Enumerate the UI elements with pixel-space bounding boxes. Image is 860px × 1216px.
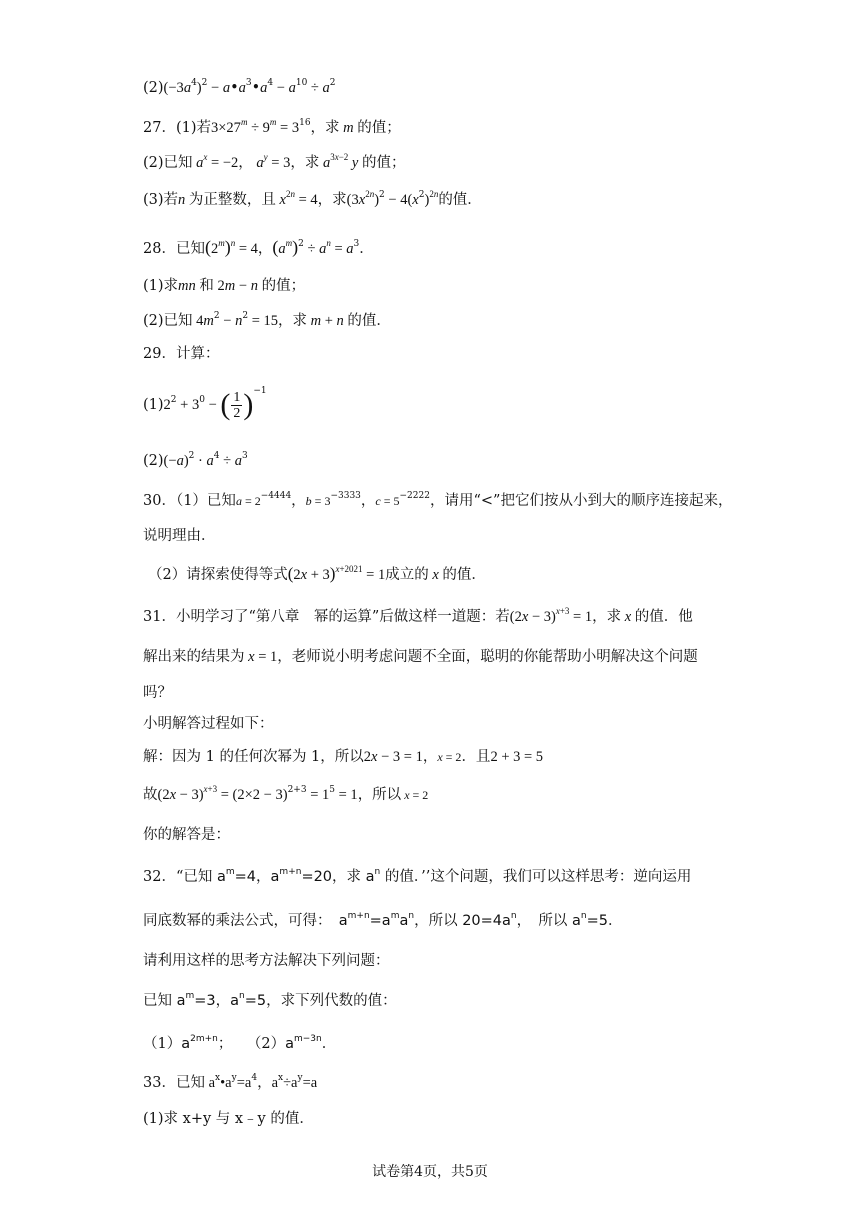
q30-part1-line2: 说明理由．	[143, 528, 216, 544]
q30-part2: （2）请探索使得等式$(2x + 3)^{x+2021} = 1$成立的 x 的值．	[148, 564, 486, 583]
q27-part2: (2)已知 $a^x = -2$， $a^y = 3$，求 $a^{3x-2}$ y 的值；	[143, 152, 406, 171]
q26-part2: $(2)(-3a^4)^2$ − $a•a^3•a^4 - a^{10} \div a^2$	[143, 78, 336, 96]
q29-part1: $(1)2^2 + 3^0$ − ( $\frac{1}{2}$ )$^{-1}$	[143, 386, 267, 421]
q28-part2: (2)已知 $4m^2 - n^2 = 15$，求 m + n 的值．	[143, 311, 391, 329]
q27-part1: 27．(1)若$3\times 27^m \div 9^m = 3^{16}$，求 m 的值；	[143, 117, 401, 136]
q28-part1: (1)求mn 和 2m − n 的值；	[143, 278, 306, 294]
q30-part1: 30．（1）已知$a = 2^{-4444}$，$b = 3^{-3333}$，$c = 5^{-2222}$，请用“<”把它们按从小到大的顺序连接起来，	[143, 491, 733, 509]
q32-line5: $(1)a^{2m+n}$； $(2)a^{m-3n}$．	[143, 1034, 337, 1052]
q29-part2: $(2)(-a)^2 \cdot a^4 \div a^3$	[143, 451, 248, 469]
q28-head: 28．已知$(2^m)^n = 4$，$(a^m)^2 \div a^n = a^3$．	[143, 237, 374, 257]
q33-line2: (1)求 x+y 与 x﹣y 的值．	[143, 1111, 314, 1127]
q32-line3: 请利用这样的思考方法解决下列问题：	[143, 953, 390, 969]
q31-line4: 小明解答过程如下：	[143, 716, 274, 732]
q31-line2: 解出来的结果为 x = 1，老师说小明考虑问题不全面，聪明的你能帮助小明解决这个问题	[143, 649, 698, 665]
q29-head: 29．计算：	[143, 346, 220, 362]
q31-line1: 31．小明学习了“第八章 幂的运算”后做这样一道题：若$(2x - 3)^{x+3} = 1$，求 x 的值．他	[143, 606, 693, 625]
q31-line7: 你的解答是：	[143, 827, 230, 843]
q27-part3: (3)若n 为正整数，且 $x^{2n} = 4$，求$(3x^{2n})^2 - 4(x^2)^{2n}$的值．	[143, 189, 482, 208]
q31-line5: 解：因为 1 的任何次幂为 1，所以2x − 3 = 1，x = 2．且2 + 3 = 5	[143, 749, 544, 765]
q32-line1: 32．“已知 $a^m=4$，$a^{m+n}=20$，求 $a^n$ 的值．’’这个问题，我们可以这样思考：逆向运用	[143, 867, 692, 885]
q32-line2: 同底数幂的乘法公式，可得： $a^{m+n}=a^ma^n$，所以 $20=4a^n$， 所以 $a^n=5$．	[143, 911, 623, 929]
page-footer: 试卷第4页，共5页	[372, 1164, 488, 1180]
q31-line3: 吗？	[143, 685, 172, 701]
q31-line6: 故$(2x - 3)^{x+3} = (2\times 2 - 3)^{2+3} = 1^5 = 1$，所以 x = 2	[143, 784, 429, 803]
q33-line1: 33．已知 $a^x•a^y=a^4$，$a^x\div a^y=a$	[143, 1073, 318, 1091]
q32-line4: 已知 $a^m=3$，$a^n=5$，求下列代数的值：	[143, 991, 397, 1009]
